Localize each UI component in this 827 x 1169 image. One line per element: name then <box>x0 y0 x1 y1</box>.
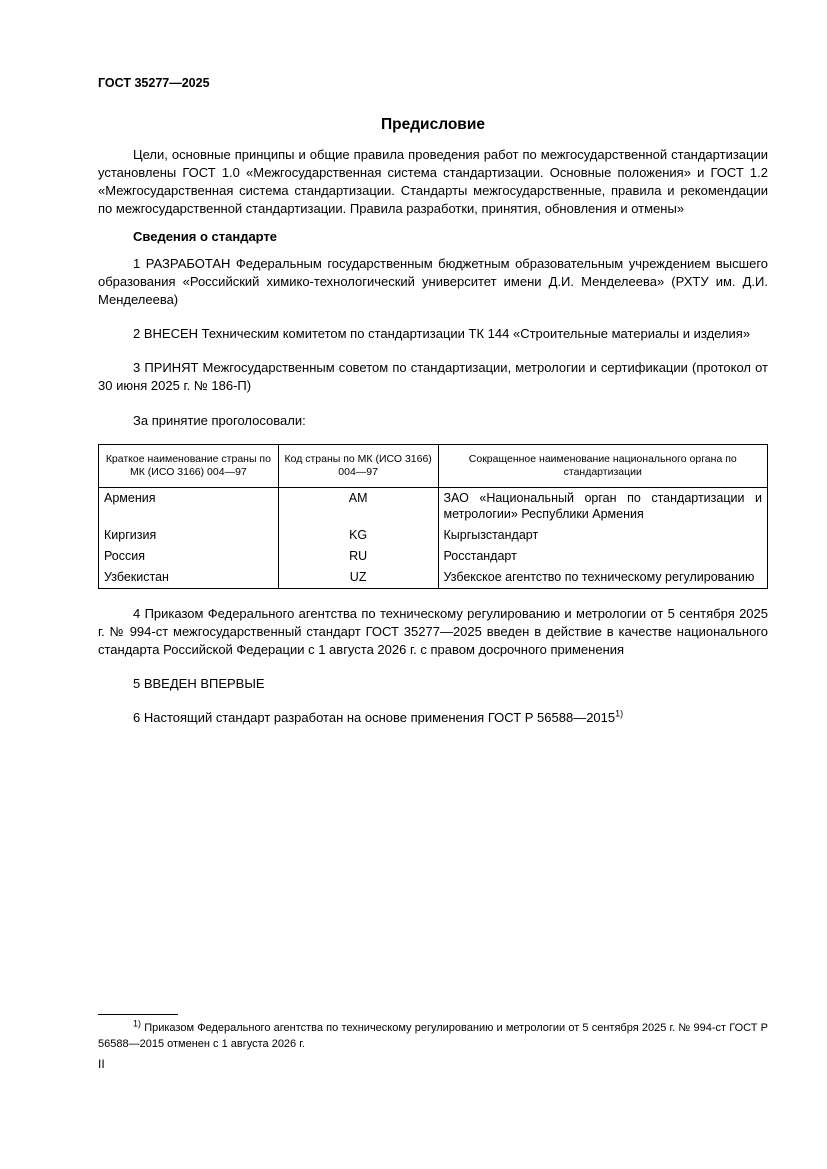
code-cell: KG <box>278 525 438 546</box>
page-title: Предисловие <box>380 116 485 133</box>
country-cell: Киргизия <box>99 525 279 546</box>
member-states-table <box>98 444 768 589</box>
footnote <box>98 1020 768 1052</box>
table-header-row <box>99 445 768 488</box>
table-row <box>99 488 768 526</box>
item-based-on <box>98 709 768 727</box>
footnote-reference[interactable]: 1) <box>615 708 624 719</box>
footnote-mark: 1) <box>133 1018 142 1029</box>
header-country: Краткое наименование страны по МК (ИСО 3166) 004—97 <box>99 445 279 488</box>
organization-cell: Кыргызстандарт <box>438 525 768 546</box>
country-cell: Армения <box>99 488 279 526</box>
code-cell: RU <box>278 546 438 567</box>
item-order: 4 Приказом Федерального агентства по техническому регулированию и метрологии от 5 сентября 2025 г. № 994-ст межгосударственный стандарт ГОСТ 35277—2025 введен в действие в качестве национального стандарта Российской Федерации с 1 августа 2026 г. с правом досрочного применения <box>98 606 768 657</box>
section-heading: Сведения о стандарте <box>133 229 278 244</box>
item-first-time: 5 ВВЕДЕН ВПЕРВЫЕ <box>133 676 265 691</box>
vote-label: За принятие проголосовали: <box>133 413 306 428</box>
organization-cell: ЗАО «Национальный орган по стандартизации и метрологии» Республики Армения <box>438 488 768 526</box>
header-code: Код страны по МК (ИСО 3166) 004—97 <box>278 445 438 488</box>
code-cell: UZ <box>278 567 438 589</box>
footnote-divider <box>98 1014 178 1015</box>
header-organization: Сокращенное наименование национального органа по стандартизации <box>438 445 768 488</box>
item-adopted: 3 ПРИНЯТ Межгосударственным советом по стандартизации, метрологии и сертификации (протокол от 30 июня 2025 г. № 186-П) <box>98 360 768 393</box>
item-introduced-by: 2 ВНЕСЕН Техническим комитетом по стандартизации ТК 144 «Строительные материалы и изделия» <box>133 326 751 341</box>
country-cell: Россия <box>99 546 279 567</box>
footnote-text: Приказом Федерального агентства по техническому регулированию и метрологии от 5 сентября 2025 г. № 994-ст ГОСТ Р 56588—2015 отменен с 1 августа 2026 г. <box>98 1022 768 1050</box>
item-developed: 1 РАЗРАБОТАН Федеральным государственным бюджетным образовательным учреждением высшего образования «Российский химико-технологический университет имени Д.И. Менделеева» (РХТУ им. Д.И. Менделеева) <box>98 256 768 307</box>
country-cell: Узбекистан <box>99 567 279 589</box>
code-cell: AM <box>278 488 438 526</box>
organization-cell: Росстандарт <box>438 546 768 567</box>
organization-cell: Узбекское агентство по техническому регулированию <box>438 567 768 589</box>
table-row <box>99 525 768 546</box>
page-number: II <box>98 1057 105 1071</box>
table-row <box>99 546 768 567</box>
document-code-header: ГОСТ 35277—2025 <box>98 76 210 90</box>
based-on-text: 6 Настоящий стандарт разработан на основе применения ГОСТ Р 56588—2015 <box>133 710 616 725</box>
intro-paragraph: Цели, основные принципы и общие правила проведения работ по межгосударственной стандартизации установлены ГОСТ 1.0 «Межгосударственная система стандартизации. Основные положения» и ГОСТ 1.2 «Межгосударственная система стандартизации. Стандарты межгосударственные, правила и рекомендации по межгосударственной стандартизации. Правила разработки, принятия, обновления и отмены» <box>98 147 768 216</box>
table-row <box>99 567 768 589</box>
page-content <box>98 146 768 727</box>
